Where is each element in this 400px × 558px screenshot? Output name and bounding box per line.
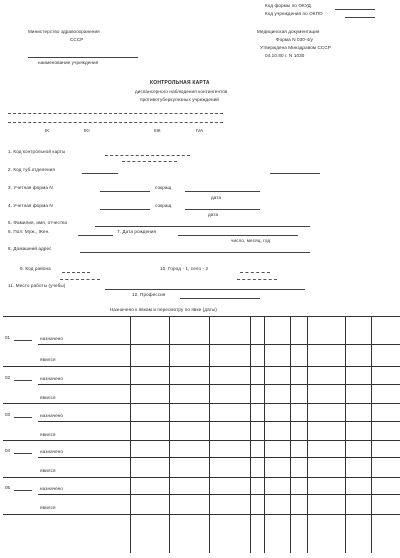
row-05-code-line	[14, 490, 32, 491]
field-9-line[interactable]	[62, 272, 90, 273]
approval-line1: Медицинская документация	[257, 29, 320, 34]
row-02-mid-line	[38, 384, 400, 385]
row-05-attended: явился	[40, 505, 56, 510]
row-04-code-line	[14, 453, 32, 454]
table-col-4	[250, 316, 251, 553]
row-02-bottom-line	[3, 403, 400, 404]
okud-value-line	[335, 9, 375, 10]
field-4-label: 4. Учетная форма N	[8, 203, 53, 208]
field-5-line[interactable]	[95, 226, 310, 227]
field-3-line2[interactable]	[185, 191, 260, 192]
row-05-bottom-line	[3, 514, 400, 515]
approval-line3: Утверждена Минздравом СССР	[260, 45, 331, 50]
field-11-label: 11. Место работы (учебы)	[8, 283, 66, 288]
row-03-code-line	[14, 417, 32, 418]
code-row-top	[8, 113, 223, 114]
card-subtitle-1: диспансерного наблюдения контингентов	[135, 89, 228, 94]
ministry-line1: Министерство здравоохранения	[28, 29, 100, 34]
institution-line	[28, 57, 138, 58]
field-7-line[interactable]	[178, 235, 298, 236]
row-05-mid-line	[38, 494, 400, 495]
row-code-05: 05	[5, 485, 11, 490]
field-4-line2[interactable]	[185, 209, 260, 210]
row-01-mid-line	[38, 344, 400, 345]
field-8-line[interactable]	[80, 252, 310, 253]
table-col-5	[264, 316, 265, 553]
field-1-sub-line	[122, 161, 177, 162]
card-title: КОНТРОЛЬНАЯ КАРТА	[150, 80, 210, 86]
field-10-sub-line	[237, 279, 277, 280]
field-3-line[interactable]	[100, 191, 150, 192]
field-7-label: 7. Дата рождения	[117, 229, 157, 234]
field-1-line[interactable]	[105, 155, 190, 156]
ministry-line2: СССР	[70, 37, 84, 42]
field-2-right-line[interactable]	[270, 173, 320, 174]
row-04-attended: явился	[40, 468, 56, 473]
row-code-04: 04	[5, 448, 11, 453]
field-9-sub-line	[60, 279, 100, 280]
field-9-label: 9. Код района	[20, 266, 51, 271]
code-row-bottom	[8, 122, 223, 123]
table-col-9	[371, 316, 372, 553]
field-3-coll: сокращ	[155, 185, 172, 190]
field-4-coll: сокращ	[155, 203, 172, 208]
field-10-line[interactable]	[240, 272, 270, 273]
group-iva: IVA	[196, 128, 204, 133]
field-4-date: дата	[208, 212, 219, 217]
field-6-line[interactable]	[78, 235, 113, 236]
row-code-02: 02	[5, 375, 11, 380]
field-8-label: 8. Домашний адрес	[8, 246, 52, 251]
row-04-bottom-line	[3, 477, 400, 478]
field-1-label: 1. Код контрольной карты	[8, 149, 66, 154]
row-04-mid-line	[38, 457, 400, 458]
row-03-bottom-line	[3, 440, 400, 441]
field-2-line[interactable]	[82, 173, 118, 174]
field-4-line[interactable]	[100, 209, 150, 210]
visit-table	[3, 316, 400, 553]
table-col-8	[345, 316, 346, 553]
field-3-label: 3. Учетная форма N	[8, 185, 53, 190]
row-02-code-line	[14, 380, 32, 381]
row-code-03: 03	[5, 412, 11, 417]
row-01-attended: явился	[40, 357, 56, 362]
group-iiik: IIIК	[154, 128, 161, 133]
table-col-7	[307, 316, 308, 553]
row-03-assigned: назначено	[40, 413, 64, 418]
field-12-label: 12. Профессия	[132, 292, 166, 297]
card-subtitle-2: противотуберкулезных учреждений	[140, 97, 219, 102]
field-5-label: 5. Фамилия, имя, отчество	[8, 220, 68, 225]
okpo-label: Код учреждения по ОКПО	[265, 11, 323, 16]
approval-line2: Форма N 030-4/у	[276, 37, 314, 42]
row-05-assigned: назначено	[40, 486, 64, 491]
row-01-code-line	[14, 340, 32, 341]
table-col-6	[290, 316, 291, 553]
table-col-2	[169, 316, 170, 553]
field-10-label: 10. Город - 1, село - 2	[160, 266, 209, 271]
table-top-border	[3, 316, 400, 317]
row-03-mid-line	[38, 421, 400, 422]
row-01-assigned: назначено	[40, 336, 64, 341]
field-11-line[interactable]	[105, 289, 305, 290]
institution-caption: наименование учреждения	[38, 60, 99, 65]
approval-line4: 04.10.80 г. N 1030	[265, 53, 305, 58]
field-2-label: 2. Код туб.отделения	[8, 167, 55, 172]
okud-label: Код формы по ОКУД	[265, 3, 311, 8]
row-04-assigned: назначено	[40, 449, 64, 454]
okpo-value-line	[345, 17, 375, 18]
row-02-assigned: назначено	[40, 376, 64, 381]
group-ik: IK	[45, 128, 50, 133]
group-iki: IKI	[84, 128, 90, 133]
table-col-1	[130, 316, 131, 553]
row-02-attended: явился	[40, 395, 56, 400]
table-col-3	[209, 316, 210, 553]
field-7-caption: число, месяц, год	[231, 238, 271, 243]
field-6-label: 6. Пол: Муж., Жен.	[8, 229, 50, 234]
field-12-line[interactable]	[180, 298, 260, 299]
row-01-bottom-line	[3, 366, 400, 367]
table-header: Назначено к явкам и пересмотру по явке (даты)	[110, 307, 217, 312]
row-03-attended: явился	[40, 432, 56, 437]
field-3-date: дата	[211, 195, 222, 200]
row-code-01: 01	[5, 335, 11, 340]
